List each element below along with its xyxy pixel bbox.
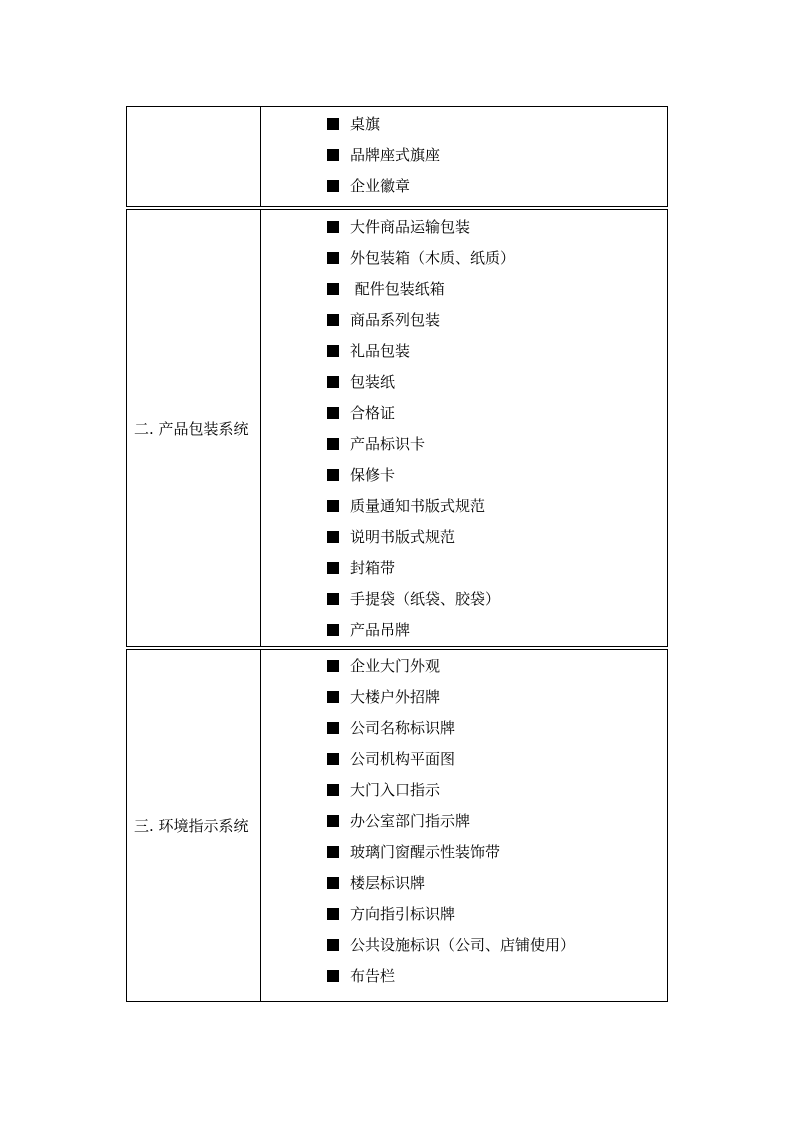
black-square-icon [327, 691, 339, 703]
list-item: 企业徽章 [327, 170, 667, 201]
section-label [127, 107, 261, 206]
list-item: 说明书版式规范 [327, 521, 667, 552]
list-item: 大门入口指示 [327, 774, 667, 805]
list-item: 配件包装纸箱 [327, 273, 667, 304]
black-square-icon [327, 252, 339, 264]
list-item: 质量通知书版式规范 [327, 490, 667, 521]
list-item: 产品标识卡 [327, 428, 667, 459]
list-item: 玻璃门窗醒示性装饰带 [327, 836, 667, 867]
list-item: 合格证 [327, 397, 667, 428]
black-square-icon [327, 908, 339, 920]
list-item: 布告栏 [327, 960, 667, 991]
list-item: 包装纸 [327, 366, 667, 397]
black-square-icon [327, 660, 339, 672]
section-label: 二. 产品包装系统 [127, 210, 261, 646]
list-item: 保修卡 [327, 459, 667, 490]
list-item: 方向指引标识牌 [327, 898, 667, 929]
black-square-icon [327, 531, 339, 543]
black-square-icon [327, 283, 339, 295]
list-item: 办公室部门指示牌 [327, 805, 667, 836]
list-item: 桌旗 [327, 108, 667, 139]
list-item: 外包装箱（木质、纸质） [327, 242, 667, 273]
black-square-icon [327, 753, 339, 765]
black-square-icon [327, 118, 339, 130]
black-square-icon [327, 562, 339, 574]
black-square-icon [327, 376, 339, 388]
table-row [126, 649, 668, 1002]
list-item: 封箱带 [327, 552, 667, 583]
list-item: 手提袋（纸袋、胶袋） [327, 583, 667, 614]
list-item: 品牌座式旗座 [327, 139, 667, 170]
black-square-icon [327, 469, 339, 481]
black-square-icon [327, 784, 339, 796]
table-row [126, 106, 668, 207]
section-label: 三. 环境指示系统 [127, 650, 261, 1001]
list-item: 产品吊牌 [327, 614, 667, 645]
list-item: 企业大门外观 [327, 650, 667, 681]
black-square-icon [327, 407, 339, 419]
black-square-icon [327, 846, 339, 858]
black-square-icon [327, 345, 339, 357]
list-item: 大件商品运输包装 [327, 211, 667, 242]
list-item: 公司机构平面图 [327, 743, 667, 774]
black-square-icon [327, 624, 339, 636]
list-item: 礼品包装 [327, 335, 667, 366]
black-square-icon [327, 314, 339, 326]
black-square-icon [327, 815, 339, 827]
list-item: 楼层标识牌 [327, 867, 667, 898]
black-square-icon [327, 722, 339, 734]
black-square-icon [327, 438, 339, 450]
black-square-icon [327, 970, 339, 982]
black-square-icon [327, 180, 339, 192]
black-square-icon [327, 149, 339, 161]
black-square-icon [327, 939, 339, 951]
list-item: 商品系列包装 [327, 304, 667, 335]
section-items [261, 650, 667, 1001]
black-square-icon [327, 221, 339, 233]
content-table [126, 106, 668, 1004]
list-item: 公共设施标识（公司、店铺使用） [327, 929, 667, 960]
black-square-icon [327, 877, 339, 889]
section-items [261, 107, 667, 206]
section-items [261, 210, 667, 646]
list-item: 公司名称标识牌 [327, 712, 667, 743]
black-square-icon [327, 593, 339, 605]
black-square-icon [327, 500, 339, 512]
table-row [126, 209, 668, 647]
list-item: 大楼户外招牌 [327, 681, 667, 712]
